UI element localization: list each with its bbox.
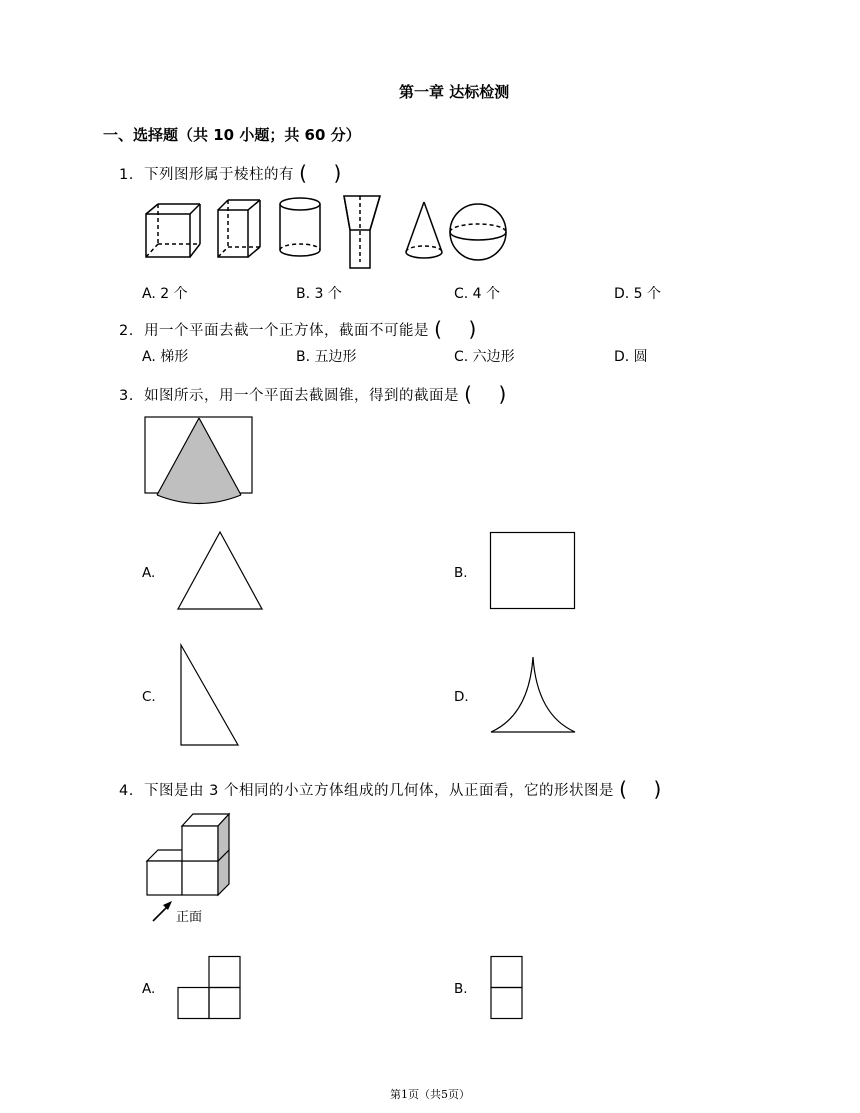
q4-option-a-shape[interactable] — [176, 955, 244, 1021]
question-number: 4. — [119, 783, 134, 799]
question-text: 下图是由 3 个相同的小立方体组成的几何体，从正面看，它的形状图是 — [144, 783, 615, 799]
trapezoid-prism-figure — [344, 196, 380, 268]
answer-paren-close: ) — [468, 317, 477, 341]
q4-cubes-figure — [146, 812, 238, 902]
question-4 — [119, 776, 662, 800]
question-number: 2. — [119, 323, 134, 339]
question-text: 下列图形属于棱柱的有 — [144, 167, 295, 183]
q2-option-c[interactable]: C. 六边形 — [454, 349, 515, 365]
question-number: 3. — [119, 388, 134, 404]
q1-figures — [140, 192, 520, 272]
answer-paren-open: ( — [299, 161, 308, 185]
answer-paren-open: ( — [434, 317, 443, 341]
question-3 — [119, 381, 507, 405]
document-title: 第一章 达标检测 — [399, 83, 510, 101]
q4-option-a-label[interactable]: A. — [142, 981, 156, 997]
answer-paren-close: ) — [333, 161, 342, 185]
q3-option-c-right-triangle[interactable] — [178, 643, 242, 749]
answer-paren-close: ) — [653, 777, 662, 801]
question-number: 1. — [119, 167, 134, 183]
answer-paren-open: ( — [464, 382, 473, 406]
question-1 — [119, 160, 342, 184]
q2-option-b[interactable]: B. 五边形 — [296, 349, 357, 365]
sphere-figure — [450, 204, 506, 260]
section-heading: 一、选择题（共 10 小题；共 60 分） — [103, 126, 361, 144]
q3-option-b-label[interactable]: B. — [454, 565, 468, 581]
q3-option-d-label[interactable]: D. — [454, 689, 469, 705]
question-2 — [119, 316, 477, 340]
q3-cone-section-figure — [144, 416, 256, 508]
q1-option-a[interactable]: A. 2 个 — [142, 286, 188, 302]
q4-option-b-shape[interactable] — [489, 955, 527, 1021]
front-view-label: 正面 — [176, 910, 203, 925]
answer-paren-open: ( — [619, 777, 628, 801]
q1-option-d[interactable]: D. 5 个 — [614, 286, 662, 302]
q3-option-b-square[interactable] — [489, 531, 579, 611]
cone-figure — [406, 202, 442, 258]
page-footer: 第1页（共5页） — [390, 1088, 470, 1101]
q3-option-d-curved-triangle[interactable] — [489, 655, 579, 737]
q2-option-a[interactable]: A. 梯形 — [142, 349, 189, 365]
cylinder-figure — [280, 198, 320, 256]
cube-figure — [146, 204, 200, 257]
q2-option-d[interactable]: D. 圆 — [614, 349, 648, 365]
rectangular-prism-figure — [218, 200, 260, 257]
q4-option-b-label[interactable]: B. — [454, 981, 468, 997]
q3-option-a-label[interactable]: A. — [142, 565, 156, 581]
q1-option-b[interactable]: B. 3 个 — [296, 286, 342, 302]
answer-paren-close: ) — [498, 382, 507, 406]
q3-option-a-triangle[interactable] — [176, 530, 266, 612]
question-text: 用一个平面去截一个正方体，截面不可能是 — [144, 323, 430, 339]
question-text: 如图所示，用一个平面去截圆锥，得到的截面是 — [144, 388, 460, 404]
arrow-icon — [150, 898, 176, 924]
q1-option-c[interactable]: C. 4 个 — [454, 286, 501, 302]
q3-option-c-label[interactable]: C. — [142, 689, 156, 705]
